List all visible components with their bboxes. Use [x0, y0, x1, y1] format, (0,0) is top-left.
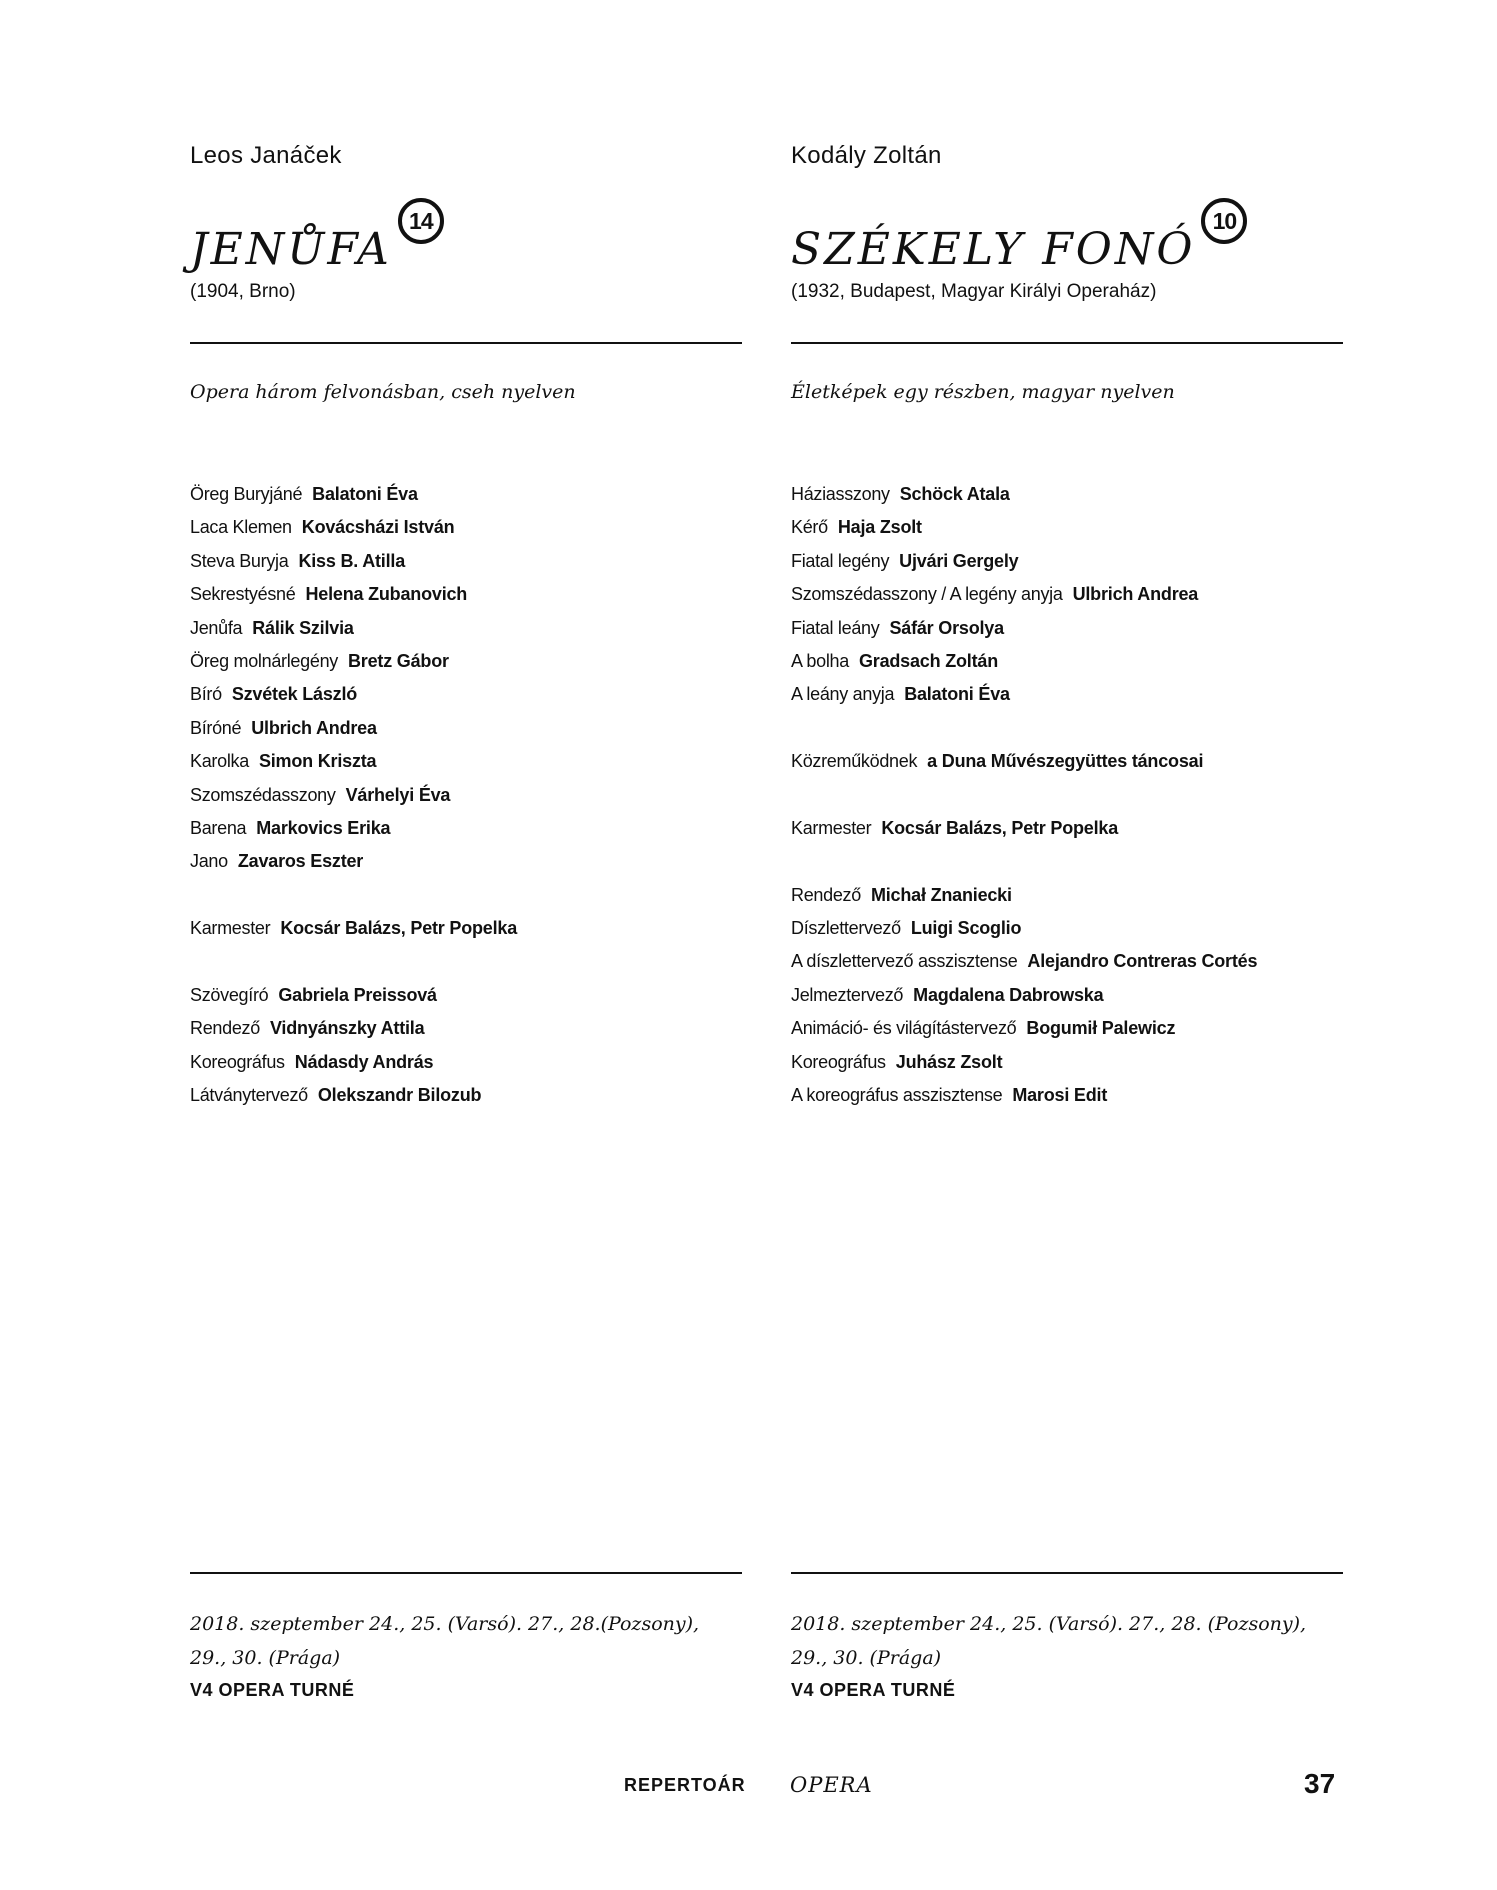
cast-item: Öreg Buryjáné Balatoni Éva: [190, 484, 418, 504]
tour-label: V4 OPERA TURNÉ: [791, 1680, 956, 1700]
cast-item: Kérő Haja Zsolt: [791, 517, 922, 538]
divider: [190, 342, 742, 344]
cast-item: Barena Markovics Erika: [190, 817, 391, 838]
title-row: [190, 198, 444, 275]
cast-item: A leány anyja Balatoni Éva: [791, 684, 1010, 705]
dates-line: 2018. szeptember 24., 25. (Varsó). 27., 28.(Pozsony),: [190, 1613, 700, 1635]
participants-item: Közreműködnek a Duna Művészegyüttes táncosai: [791, 751, 1204, 772]
dates-line: 2018. szeptember 24., 25. (Varsó). 27., 28. (Pozsony),: [791, 1613, 1307, 1635]
age-rating-badge: 14: [398, 198, 444, 244]
cast-item: Karolka Simon Kriszta: [190, 751, 377, 772]
divider: [791, 1572, 1343, 1574]
crew-item: Látványtervező Olekszandr Bilozub: [190, 1085, 482, 1106]
dates-line: 29., 30. (Prága): [791, 1647, 942, 1669]
cast-item: Bíróné Ulbrich Andrea: [190, 717, 377, 738]
cast-item: Szomszédasszony Várhelyi Éva: [190, 784, 451, 805]
dates-line: 29., 30. (Prága): [190, 1647, 341, 1669]
performance-dates: [791, 1607, 1306, 1675]
cast-item: Fiatal legény Ujvári Gergely: [791, 550, 1019, 571]
crew-item: Animáció- és világítástervező Bogumił Palewicz: [791, 1018, 1176, 1039]
credits: [190, 478, 742, 1112]
cast-item: Jenůfa Rálik Szilvia: [190, 617, 354, 638]
crew-item: A koreográfus asszisztense Marosi Edit: [791, 1085, 1108, 1106]
divider: [190, 1572, 742, 1574]
crew-item: A díszlettervező asszisztense Alejandro Contreras Cortés: [791, 951, 1258, 972]
composer: Leos Janáček: [190, 142, 342, 169]
spacer: [190, 879, 742, 912]
divider: [791, 342, 1343, 344]
spacer: [190, 945, 742, 978]
cast-item: A bolha Gradsach Zoltán: [791, 650, 999, 671]
spacer: [791, 712, 1343, 745]
premiere-info: (1932, Budapest, Magyar Királyi Operaház): [791, 281, 1157, 302]
crew-item: Díszlettervező Luigi Scoglio: [791, 918, 1022, 939]
cast-item: Bíró Szvétek László: [190, 684, 358, 705]
opera-title: SZÉKELY FONÓ: [791, 224, 1196, 275]
spacer: [791, 845, 1343, 878]
crew-item: Koreográfus Juhász Zsolt: [791, 1051, 1003, 1072]
composer: Kodály Zoltán: [791, 142, 942, 169]
cast-item: Laca Klemen Kovácsházi István: [190, 517, 455, 538]
page-number: 37: [1304, 1768, 1336, 1799]
crew-item: Rendező Vidnyánszky Attila: [190, 1018, 425, 1039]
cast-item: Steva Buryja Kiss B. Atilla: [190, 550, 406, 571]
crew-item: Szövegíró Gabriela Preissová: [190, 984, 437, 1005]
age-rating-badge: 10: [1201, 198, 1247, 244]
title-row: [791, 198, 1247, 275]
credits: [791, 478, 1343, 1112]
footer-section-label: REPERTOÁR: [624, 1775, 746, 1795]
footer-category-label: OPERA: [790, 1773, 873, 1797]
genre: Opera három felvonásban, cseh nyelven: [190, 381, 576, 403]
spacer: [791, 779, 1343, 812]
cast-item: Öreg molnárlegény Bretz Gábor: [190, 650, 449, 671]
cast-item: Sekrestyésné Helena Zubanovich: [190, 584, 468, 605]
performance-dates: [190, 1607, 699, 1675]
right-column: [791, 0, 1343, 1890]
premiere-info: (1904, Brno): [190, 281, 296, 302]
cast-item: Háziasszony Schöck Atala: [791, 484, 1010, 504]
cast-item: Jano Zavaros Eszter: [190, 851, 364, 872]
crew-item: Rendező Michał Znaniecki: [791, 884, 1012, 905]
opera-title: JENŮFA: [190, 224, 392, 275]
conductor-item: Karmester Kocsár Balázs, Petr Popelka: [791, 817, 1119, 838]
crew-item: Jelmeztervező Magdalena Dabrowska: [791, 984, 1104, 1005]
crew-item: Koreográfus Nádasdy András: [190, 1051, 434, 1072]
cast-item: Fiatal leány Sáfár Orsolya: [791, 617, 1004, 638]
conductor-item: Karmester Kocsár Balázs, Petr Popelka: [190, 918, 518, 939]
cast-item: Szomszédasszony / A legény anyja Ulbrich Andrea: [791, 584, 1199, 605]
left-column: [190, 0, 742, 1890]
genre: Életképek egy részben, magyar nyelven: [791, 381, 1175, 403]
tour-label: V4 OPERA TURNÉ: [190, 1680, 355, 1700]
